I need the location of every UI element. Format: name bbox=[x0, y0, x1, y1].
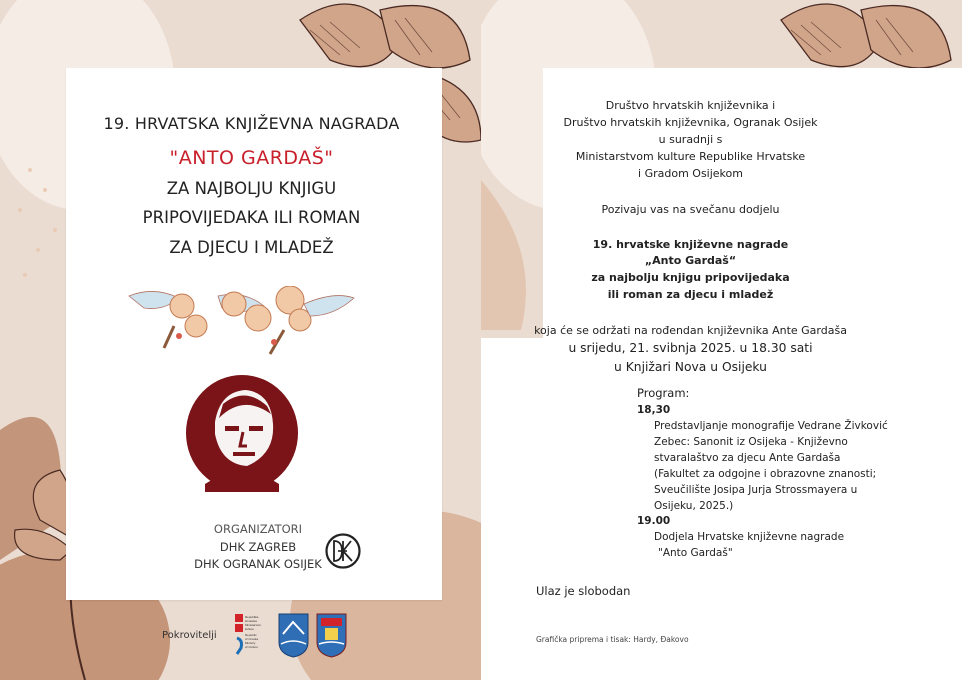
program-time: 18,30 bbox=[637, 404, 671, 416]
host-line: Društvo hrvatskih književnika, Ogranak Osijek bbox=[563, 116, 818, 129]
organizer-zagreb: DHK ZAGREB bbox=[219, 540, 297, 554]
angels-illustration bbox=[124, 286, 356, 358]
program-item-line: stvaralaštvo za djecu Ante Gardaša bbox=[654, 452, 841, 464]
program-item-line: Sveučilište Josipa Jurja Strossmayera u bbox=[654, 484, 858, 496]
ministry-of-culture-logo bbox=[235, 614, 273, 658]
author-portrait bbox=[185, 374, 299, 492]
osijek-baranja-county-crest bbox=[277, 612, 310, 658]
ministry-logo-text: of Culture bbox=[245, 645, 259, 649]
award-line: za najbolju knjigu pripovijedaka bbox=[591, 271, 790, 284]
award-subtitle-line1: ZA NAJBOLJU KNJIGU bbox=[166, 179, 337, 198]
program-item-line: Dodjela Hrvatske književne nagrade bbox=[654, 531, 845, 543]
award-line: „Anto Gardaš“ bbox=[644, 254, 737, 267]
sponsors-label: Pokrovitelji bbox=[162, 630, 217, 641]
host-line: u suradnji s bbox=[658, 133, 723, 146]
award-line: ili roman za djecu i mladež bbox=[607, 288, 774, 301]
organizer-osijek: DHK OGRANAK OSIJEK bbox=[194, 557, 322, 571]
ministry-logo-text: kulture bbox=[245, 627, 255, 631]
dhk-logo bbox=[325, 533, 361, 569]
program-item-line: Osijeku, 2025.) bbox=[654, 500, 734, 512]
award-subtitle-line3: ZA DJECU I MLADEŽ bbox=[169, 238, 334, 257]
city-of-osijek-crest bbox=[315, 612, 348, 658]
program-label: Program: bbox=[637, 386, 690, 400]
ministry-logo-text: Ministry bbox=[245, 641, 256, 645]
program-item-line: (Fakultet za odgojne i obrazovne znanosti; bbox=[654, 468, 877, 480]
program-item-line: Predstavljanje monografije Vedrane Živković bbox=[654, 420, 888, 432]
ministry-logo-text: Republika bbox=[245, 615, 259, 619]
organizers-label: ORGANIZATORI bbox=[213, 522, 303, 536]
program-time: 19.00 bbox=[637, 515, 671, 527]
award-subtitle-line2: PRIPOVIJEDAKA ILI ROMAN bbox=[142, 208, 361, 227]
host-line: Ministarstvom kulture Republike Hrvatske bbox=[575, 150, 806, 163]
host-line: i Gradom Osijekom bbox=[638, 167, 743, 180]
ministry-logo-text: Republic bbox=[245, 633, 257, 637]
print-credits: Grafička priprema i tisak: Hardy, Đakovo bbox=[536, 635, 689, 644]
event-line: koja će se održati na rođendan književnika Ante Gardaša bbox=[534, 324, 847, 337]
program-item-line: Zebec: Sanonit iz Osijeka - Književno bbox=[654, 436, 848, 448]
ministry-logo-text: of Croatia bbox=[245, 637, 259, 641]
event-line: u srijedu, 21. svibnja 2025. u 18.30 sati bbox=[568, 341, 813, 355]
award-edition-title: 19. HRVATSKA KNJIŽEVNA NAGRADA bbox=[103, 114, 400, 133]
award-line: 19. hrvatske književne nagrade bbox=[592, 238, 789, 251]
event-line: u Knjižari Nova u Osijeku bbox=[614, 360, 767, 374]
host-line: Društvo hrvatskih književnika i bbox=[605, 99, 776, 112]
invite-text: Pozivaju vas na svečanu dodjelu bbox=[601, 203, 780, 216]
ministry-logo-text: Hrvatska bbox=[245, 619, 257, 623]
entry-note: Ulaz je slobodan bbox=[536, 584, 631, 598]
program-item-line: "Anto Gardaš" bbox=[658, 547, 733, 559]
award-name: "ANTO GARDAŠ" bbox=[169, 147, 334, 169]
ministry-logo-text: Ministarstvo bbox=[245, 623, 262, 627]
